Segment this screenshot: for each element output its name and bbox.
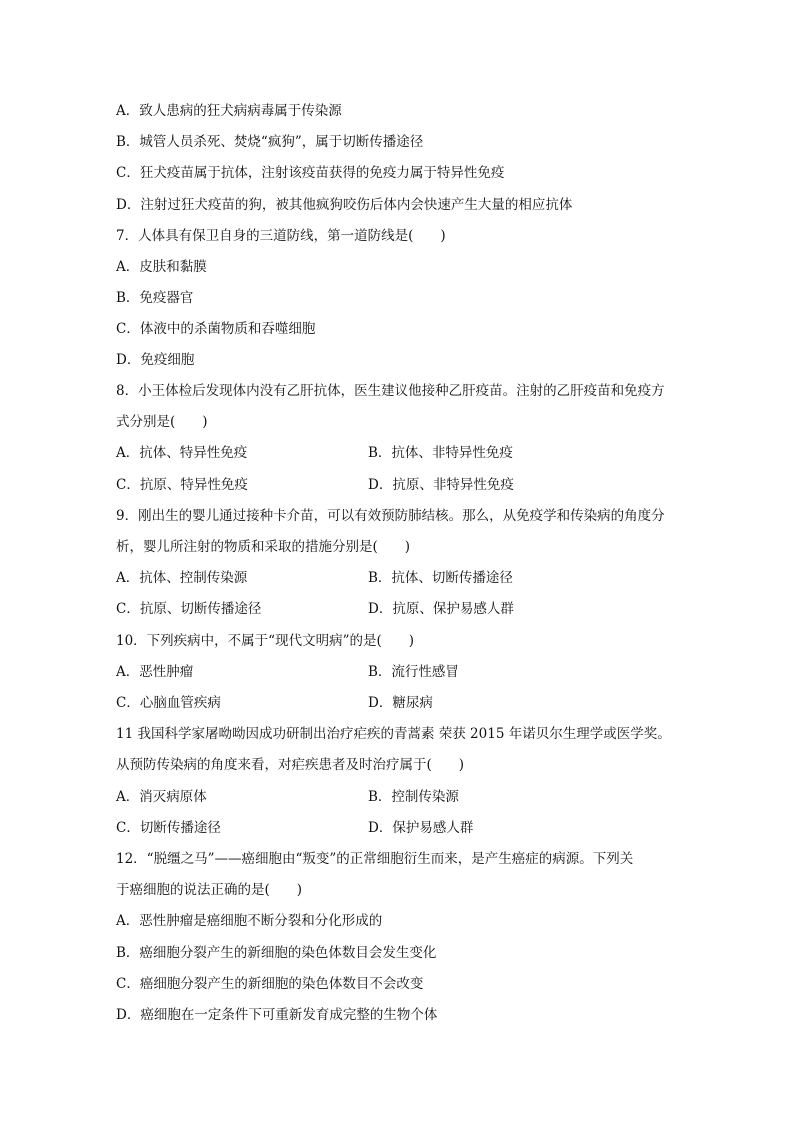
q12-option-b: B．癌细胞分裂产生的新细胞的染色体数目会发生变化	[116, 945, 437, 961]
q12-option-c: C．癌细胞分裂产生的新细胞的染色体数目不会改变	[116, 976, 424, 992]
q8-option-c: C．抗原、特异性免疫	[116, 477, 248, 493]
q6-option-a: A．致人患病的狂犬病病毒属于传染源	[116, 103, 342, 119]
q8-stem-line-2: 式分别是( )	[116, 414, 208, 430]
q11-option-c: C．切断传播途径	[116, 820, 221, 836]
q6-option-d: D．注射过狂犬疫苗的狗，被其他疯狗咬伤后体内会快速产生大量的相应抗体	[116, 197, 573, 213]
q8-stem-line-1: 8．小王体检后发现体内没有乙肝抗体，医生建议他接种乙肝疫苗。注射的乙肝疫苗和免疫方	[116, 383, 665, 399]
q7-option-a: A．皮肤和黏膜	[116, 259, 207, 275]
q7-option-b: B．免疫器官	[116, 290, 194, 306]
q11-option-b: B．控制传染源	[368, 789, 459, 805]
q9-option-b: B．抗体、切断传播途径	[368, 570, 513, 586]
q10-option-a: A．恶性肿瘤	[116, 664, 194, 680]
q6-option-c: C．狂犬疫苗属于抗体，注射该疫苗获得的免疫力属于特异性免疫	[116, 165, 505, 181]
q12-option-a: A．恶性肿瘤是癌细胞不断分裂和分化形成的	[116, 913, 383, 929]
q10-option-b: B．流行性感冒	[368, 664, 459, 680]
q10-option-d: D．糖尿病	[368, 695, 433, 711]
q9-stem-line-1: 9．刚出生的婴儿通过接种卡介苗，可以有效预防肺结核。那么，从免疫学和传染病的角度分	[116, 508, 665, 524]
q6-option-b: B．城管人员杀死、焚烧“疯狗”，属于切断传播途径	[116, 134, 424, 150]
q7-stem: 7．人体具有保卫自身的三道防线，第一道防线是( )	[116, 228, 446, 244]
q9-option-c: C．抗原、切断传播途径	[116, 601, 262, 617]
q12-option-d: D．癌细胞在一定条件下可重新发育成完整的生物个体	[116, 1007, 438, 1023]
q11-stem-line-1: 11 我国科学家屠呦呦因成功研制出治疗疟疾的青蒿素 荣获 2015 年诺贝尔生理学或医学奖。	[116, 726, 671, 742]
q11-option-a: A．消灭病原体	[116, 789, 207, 805]
q12-stem-line-2: 于癌细胞的说法正确的是( )	[116, 882, 303, 898]
q11-stem-line-2: 从预防传染病的角度来看，对疟疾患者及时治疗属于( )	[116, 757, 465, 773]
q8-option-b: B．抗体、非特异性免疫	[368, 445, 513, 461]
q12-stem-line-1: 12．“脱缰之马”——癌细胞由“叛变”的正常细胞衍生而来，是产生癌症的病源。下列关	[116, 851, 634, 867]
q10-stem: 10．下列疾病中，不属于“现代文明病”的是( )	[116, 633, 415, 649]
q9-option-a: A．抗体、控制传染源	[116, 570, 248, 586]
q11-option-d: D．保护易感人群	[368, 820, 474, 836]
q8-option-a: A．抗体、特异性免疫	[116, 445, 248, 461]
q10-option-c: C．心脑血管疾病	[116, 695, 221, 711]
q9-option-d: D．抗原、保护易感人群	[368, 601, 514, 617]
q8-option-d: D．抗原、非特异性免疫	[368, 477, 514, 493]
q7-option-c: C．体液中的杀菌物质和吞噬细胞	[116, 321, 316, 337]
q7-option-d: D．免疫细胞	[116, 352, 195, 368]
q9-stem-line-2: 析，婴儿所注射的物质和采取的措施分别是( )	[116, 539, 411, 555]
